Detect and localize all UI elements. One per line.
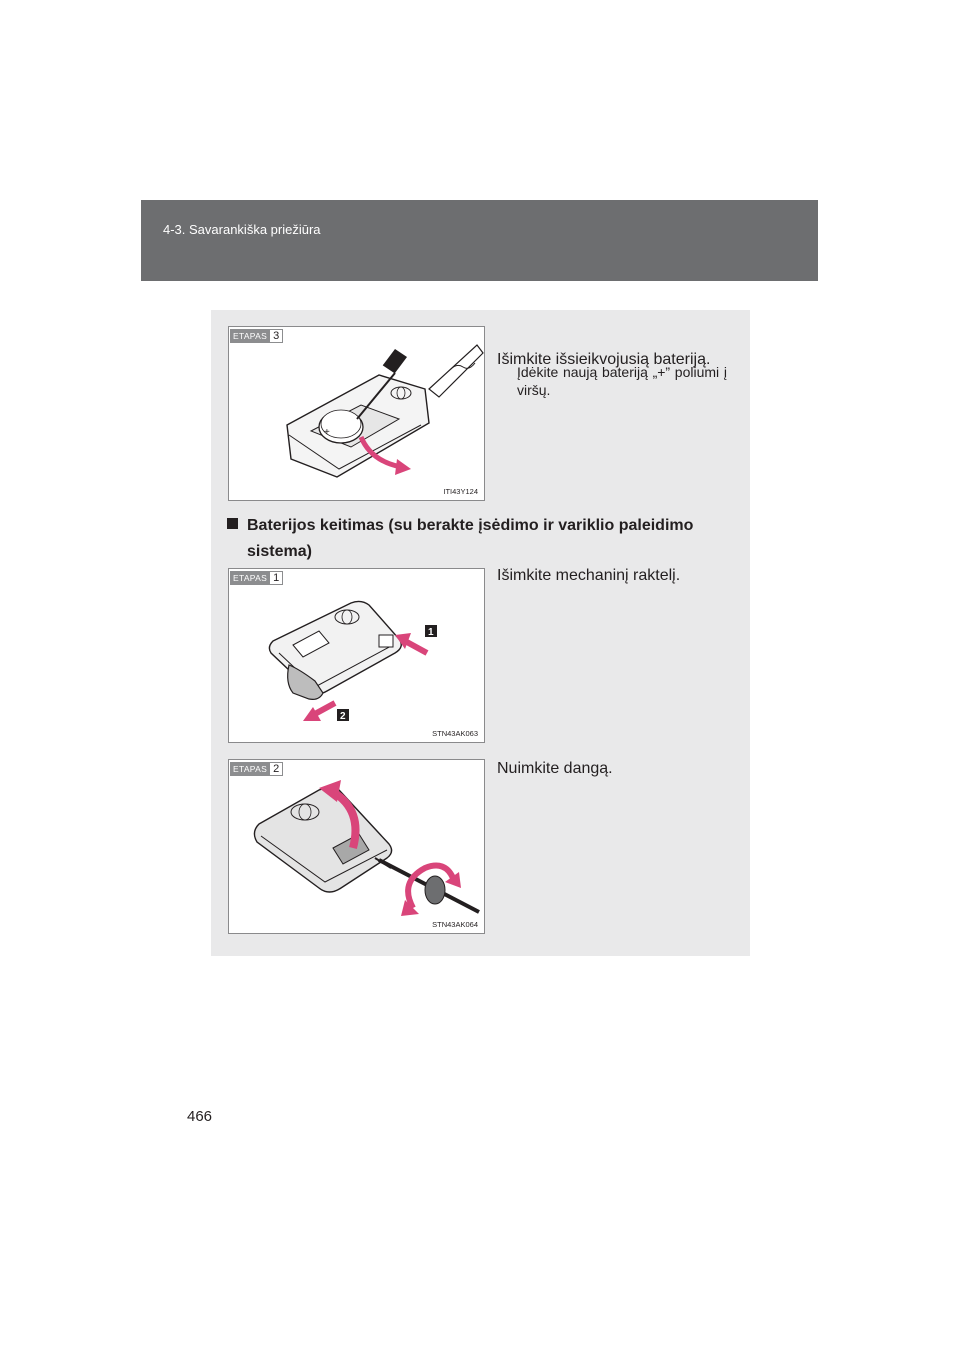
step-number: 3	[270, 329, 283, 343]
etapas-label: ETAPAS	[230, 571, 270, 585]
callout-1: 1	[428, 627, 434, 638]
section-title: 4-3. Savarankiška priežiūra	[163, 222, 321, 237]
etapas-label: ETAPAS	[230, 762, 270, 776]
section-header-bar	[141, 200, 818, 281]
bullet-square-icon	[227, 518, 238, 529]
step-instruction: Išimkite mechaninį raktelį.	[497, 567, 681, 584]
figure-battery-removal	[228, 326, 485, 501]
section-heading-line1: Baterijos keitimas (su berakte įsėdimo ir variklio paleidimo	[247, 517, 694, 534]
step-instruction: Nuimkite dangą.	[497, 760, 613, 777]
section-heading-line2: sistema)	[247, 543, 312, 560]
step-badge	[230, 329, 283, 343]
step-number: 2	[270, 762, 283, 776]
step-note: Įdėkite naują bateriją „+” poliumi į viršų.	[517, 364, 727, 398]
step-badge	[230, 762, 283, 776]
page-number: 466	[187, 1108, 213, 1125]
step-number: 1	[270, 571, 283, 585]
figure-remove-cover	[228, 759, 485, 934]
etapas-label: ETAPAS	[230, 329, 270, 343]
remove-cover-illustration	[229, 760, 485, 934]
battery-plus-sign: +	[324, 427, 330, 438]
step-badge	[230, 571, 283, 585]
callout-2: 2	[340, 711, 346, 722]
figure-remove-mechanical-key	[228, 568, 485, 743]
step-instruction: Išimkite išsieikvojusią bateriją.	[497, 351, 711, 368]
figure-code: STN43AK063	[432, 729, 478, 738]
remove-key-illustration	[229, 569, 485, 743]
battery-removal-illustration	[229, 327, 485, 501]
figure-code: ITI43Y124	[443, 487, 478, 496]
section-heading	[227, 513, 732, 565]
figure-code: STN43AK064	[432, 920, 478, 929]
